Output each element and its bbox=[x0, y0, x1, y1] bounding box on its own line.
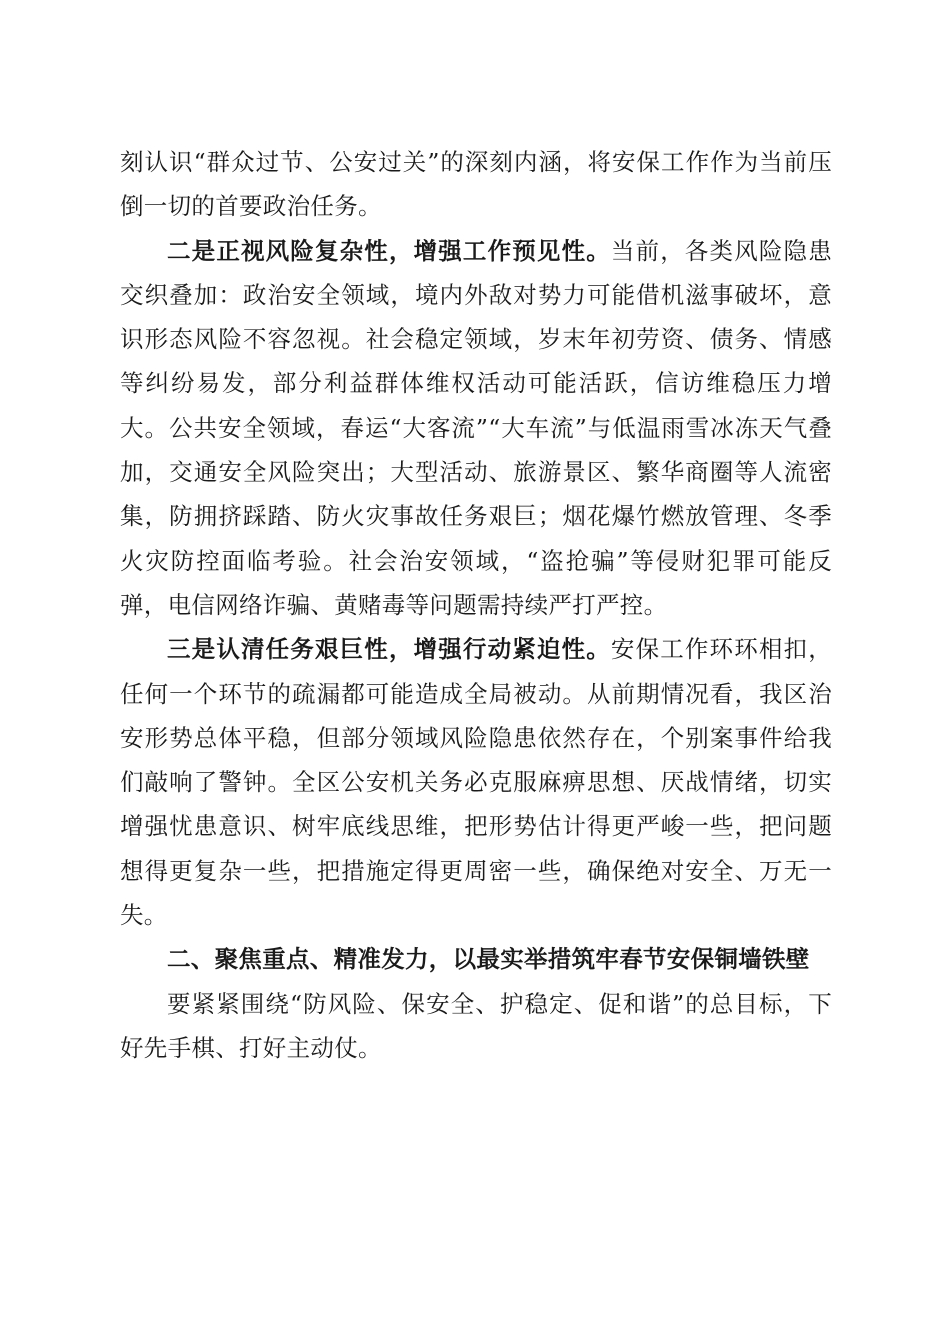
paragraph-risk-complexity bbox=[120, 229, 832, 628]
paragraph-task-difficulty bbox=[120, 627, 832, 937]
paragraph-text: 安保工作环环相扣，任何一个环节的疏漏都可能造成全局被动。从前期情况看，我区治安形势总体平稳，但部分领域风险隐患依然存在，个别案事件给我们敲响了警钟。全区公安机关务必克服麻痹思想、厌战情绪，切实增强忧患意识、树牢底线思维，把形势估计得更严峻一些，把问题想得更复杂一些，把措施定得更周密一些，确保绝对安全、万无一失。 bbox=[120, 635, 832, 930]
paragraph-lead: 二是正视风险复杂性，增强工作预见性。 bbox=[167, 236, 611, 265]
section-heading: 二、聚焦重点、精准发力，以最实举措筑牢春节安保铜墙铁壁 bbox=[167, 945, 810, 974]
paragraph-continuation bbox=[120, 140, 832, 229]
paragraph-text: 当前，各类风险隐患交织叠加：政治安全领域，境内外敌对势力可能借机滋事破坏，意识形态风险不容忽视。社会稳定领域，岁末年初劳资、债务、情感等纠纷易发，部分利益群体维权活动可能活跃，信访维稳压力增大。公共安全领域，春运“大客流”“大车流”与低温雨雪冰冻天气叠加，交通安全风险突出；大型活动、旅游景区、繁华商圈等人流密集，防拥挤踩踏、防火灾事故任务艰巨；烟花爆竹燃放管理、冬季火灾防控面临考验。社会治安领域，“盗抢骗”等侵财犯罪可能反弹，电信网络诈骗、黄赌毒等问题需持续严打严控。 bbox=[120, 236, 832, 619]
paragraph-text: 刻认识“群众过节、公安过关”的深刻内涵，将安保工作作为当前压倒一切的首要政治任务。 bbox=[120, 148, 832, 221]
paragraph-final bbox=[120, 982, 832, 1071]
document-body bbox=[120, 140, 832, 1070]
paragraph-lead: 三是认清任务艰巨性，增强行动紧迫性。 bbox=[167, 635, 611, 664]
paragraph-text: 要紧紧围绕“防风险、保安全、护稳定、促和谐”的总目标，下好先手棋、打好主动仗。 bbox=[120, 989, 832, 1062]
